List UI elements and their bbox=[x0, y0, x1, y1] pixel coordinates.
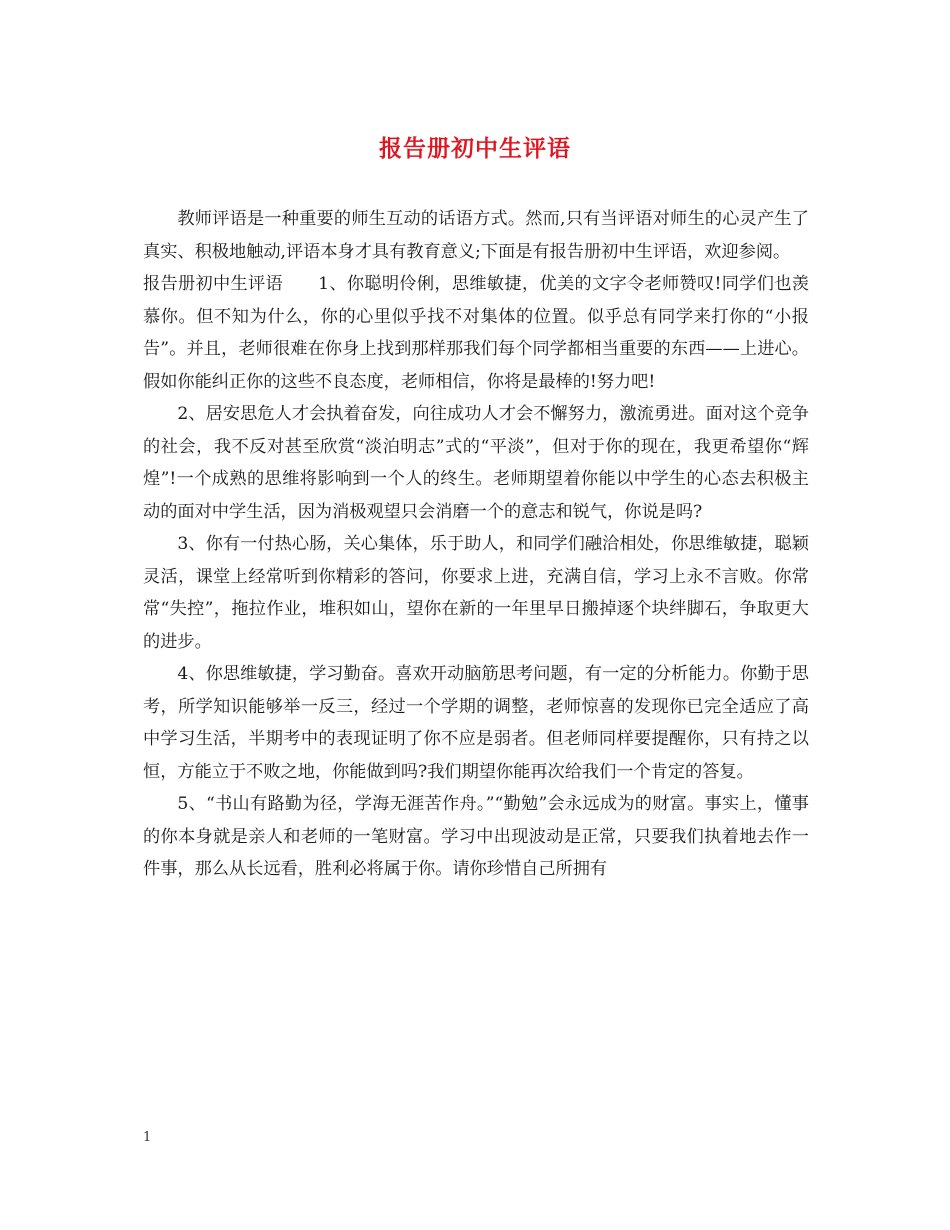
document-body bbox=[143, 203, 809, 886]
comment-paragraph-5: 5、“书山有路勤为径，学海无涯苦作舟。”“勤勉”会永远成为的财富。事实上，懂事的你本身就是亲人和老师的一笔财富。学习中出现波动是正常，只要我们执着地去作一件事，那么从长远看，胜利必将属于你。请你珍惜自己所拥有 bbox=[143, 794, 809, 879]
comment-paragraph-2: 2、居安思危人才会执着奋发，向往成功人才会不懈努力，激流勇进。面对这个竞争的社会，我不反对甚至欣赏“淡泊明志”式的“平淡”，但对于你的现在，我更希望你“辉煌”!一个成熟的思维将影响到一个人的终生。老师期望着你能以中学生的心态去积极主动的面对中学生活，因为消极观望只会消磨一个的意志和锐气，你说是吗? bbox=[143, 404, 809, 522]
comment-paragraph-3: 3、你有一付热心肠，关心集体，乐于助人，和同学们融洽相处，你思维敏捷，聪颖灵活，课堂上经常听到你精彩的答问，你要求上进，充满自信，学习上永不言败。你常常“失控”，拖拉作业，堆积如山，望你在新的一年里早日搬掉逐个块绊脚石，争取更大的进步。 bbox=[143, 534, 809, 652]
document-title: 报告册初中生评语 bbox=[379, 135, 571, 162]
page-number: 1 bbox=[143, 1130, 152, 1145]
intro-paragraph: 教师评语是一种重要的师生互动的话语方式。然而,只有当评语对师生的心灵产生了真实、积极地触动,评语本身才具有教育意义;下面是有报告册初中生评语，欢迎参阅。 bbox=[143, 209, 809, 262]
comment-paragraph-4: 4、你思维敏捷，学习勤奋。喜欢开动脑筋思考问题，有一定的分析能力。你勤于思考，所学知识能够举一反三，经过一个学期的调整，老师惊喜的发现你已完全适应了高中学习生活，半期考中的表现证明了你不应是弱者。但老师同样要提醒你，只有持之以恒，方能立于不败之地，你能做到吗?我们期望你能再次给我们一个肯定的答复。 bbox=[143, 664, 809, 782]
comment-paragraph-1: 报告册初中生评语 1、你聪明伶俐，思维敏捷，优美的文字令老师赞叹!同学们也羡慕你。但不知为什么，你的心里似乎找不对集体的位置。似乎总有同学来打你的“小报告”。并且，老师很难在你身上找到那样那我们每个同学都相当重要的东西——上进心。假如你能纠正你的这些不良态度，老师相信，你将是最棒的!努力吧! bbox=[143, 274, 809, 392]
